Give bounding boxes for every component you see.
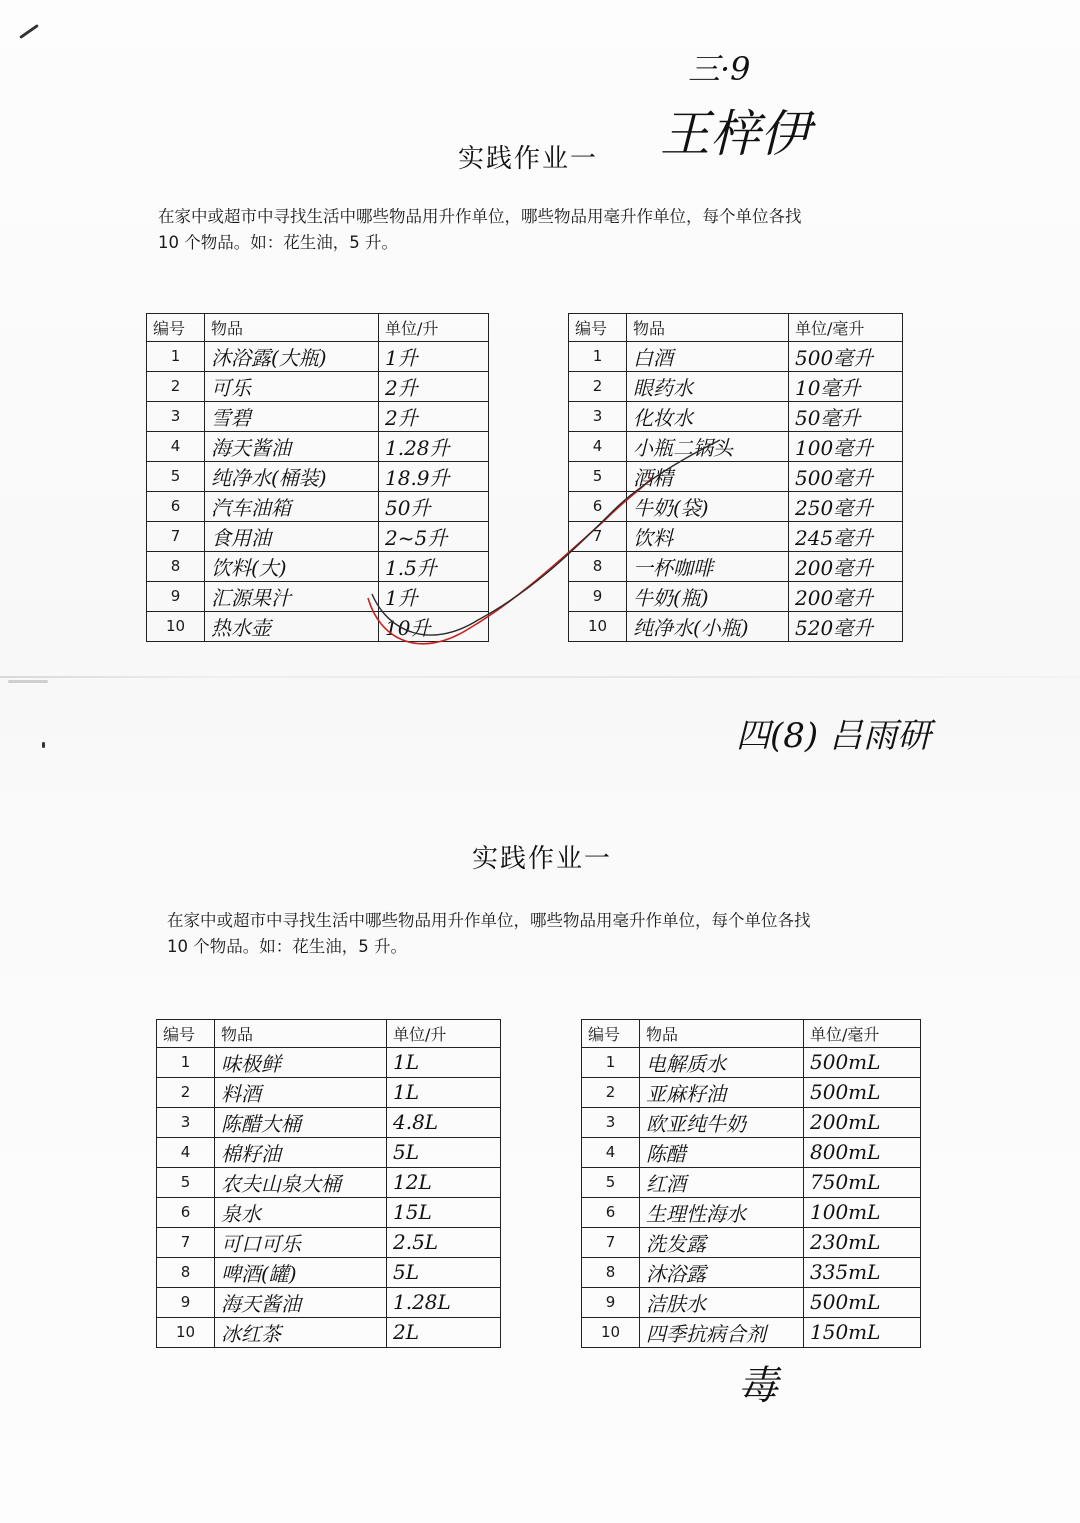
table-row [157, 1197, 501, 1227]
table-row [582, 1107, 921, 1137]
item-name: 红酒 [640, 1167, 804, 1197]
row-number: 1 [569, 341, 627, 371]
table-row [582, 1197, 921, 1227]
item-name: 沐浴露 [640, 1257, 804, 1287]
row-number: 5 [157, 1167, 215, 1197]
col-header-unit: 单位/毫升 [804, 1020, 921, 1048]
item-volume: 520毫升 [789, 611, 903, 641]
col-header-unit: 单位/升 [387, 1020, 501, 1048]
student-name: 王梓伊 [660, 105, 810, 163]
table-row [582, 1137, 921, 1167]
row-number: 10 [157, 1317, 215, 1347]
item-name: 洗发露 [640, 1227, 804, 1257]
item-volume: 230mL [804, 1227, 921, 1257]
item-name: 海天酱油 [215, 1287, 387, 1317]
item-name: 可乐 [205, 371, 379, 401]
row-number: 9 [157, 1287, 215, 1317]
item-name: 雪碧 [205, 401, 379, 431]
item-volume: 50升 [379, 491, 489, 521]
item-volume: 5L [387, 1137, 501, 1167]
row-number: 1 [582, 1047, 640, 1077]
row-number: 6 [582, 1197, 640, 1227]
item-name: 生理性海水 [640, 1197, 804, 1227]
item-name: 啤酒(罐) [215, 1257, 387, 1287]
item-name: 农夫山泉大桶 [215, 1167, 387, 1197]
item-volume: 10升 [379, 611, 489, 641]
row-number: 6 [147, 491, 205, 521]
item-name: 洁肤水 [640, 1287, 804, 1317]
item-name: 汇源果汁 [205, 581, 379, 611]
item-volume: 200毫升 [789, 581, 903, 611]
item-name: 一杯咖啡 [627, 551, 789, 581]
item-volume: 1.28L [387, 1287, 501, 1317]
item-name: 味极鲜 [215, 1047, 387, 1077]
row-number: 4 [147, 431, 205, 461]
item-volume: 250毫升 [789, 491, 903, 521]
table-header-row [157, 1020, 501, 1048]
table-row [582, 1227, 921, 1257]
item-name: 亚麻籽油 [640, 1077, 804, 1107]
table-row [582, 1257, 921, 1287]
item-name: 沐浴露(大瓶) [205, 341, 379, 371]
item-volume: 15L [387, 1197, 501, 1227]
table-header-row [582, 1020, 921, 1048]
row-number: 2 [569, 371, 627, 401]
item-volume: 1.28升 [379, 431, 489, 461]
table-row [582, 1287, 921, 1317]
row-number: 7 [569, 521, 627, 551]
item-volume: 335mL [804, 1257, 921, 1287]
row-number: 5 [147, 461, 205, 491]
row-number: 10 [147, 611, 205, 641]
item-name: 眼药水 [627, 371, 789, 401]
row-number: 9 [582, 1287, 640, 1317]
item-volume: 1升 [379, 581, 489, 611]
item-name: 酒精 [627, 461, 789, 491]
item-name: 牛奶(袋) [627, 491, 789, 521]
item-volume: 1L [387, 1047, 501, 1077]
row-number: 6 [569, 491, 627, 521]
table-row [157, 1257, 501, 1287]
item-volume: 4.8L [387, 1107, 501, 1137]
row-number: 2 [157, 1077, 215, 1107]
item-volume: 800mL [804, 1137, 921, 1167]
item-volume: 2升 [379, 401, 489, 431]
row-number: 4 [157, 1137, 215, 1167]
row-number: 5 [569, 461, 627, 491]
page-title: 实践作业一 [458, 144, 599, 174]
item-volume: 2升 [379, 371, 489, 401]
item-name: 小瓶二锅头 [627, 431, 789, 461]
item-name: 白酒 [627, 341, 789, 371]
table-row [582, 1317, 921, 1347]
instruction-line: 在家中或超市中寻找生活中哪些物品用升作单位，哪些物品用毫升作单位，每个单位各找 [167, 911, 811, 930]
item-volume: 1L [387, 1077, 501, 1107]
instruction-line: 在家中或超市中寻找生活中哪些物品用升作单位，哪些物品用毫升作单位，每个单位各找 [158, 207, 802, 226]
item-name: 化妆水 [627, 401, 789, 431]
row-number: 4 [569, 431, 627, 461]
item-volume: 200mL [804, 1107, 921, 1137]
item-name: 饮料(大) [205, 551, 379, 581]
margin-note: 毒 [738, 1363, 778, 1409]
item-volume: 2L [387, 1317, 501, 1347]
item-name: 电解质水 [640, 1047, 804, 1077]
row-number: 3 [569, 401, 627, 431]
col-header-item: 物品 [215, 1020, 387, 1048]
row-number: 3 [147, 401, 205, 431]
table-row [157, 1137, 501, 1167]
col-header-item: 物品 [627, 314, 789, 342]
table-row [582, 1077, 921, 1107]
col-header-item: 物品 [205, 314, 379, 342]
item-name: 纯净水(桶装) [205, 461, 379, 491]
row-number: 4 [582, 1137, 640, 1167]
milliliter-table [581, 1019, 921, 1348]
item-name: 陈醋 [640, 1137, 804, 1167]
row-number: 6 [157, 1197, 215, 1227]
item-volume: 500mL [804, 1287, 921, 1317]
item-volume: 245毫升 [789, 521, 903, 551]
item-name: 牛奶(瓶) [627, 581, 789, 611]
black-pen-stroke [372, 440, 720, 635]
instruction-line: 10 个物品。如：花生油，5 升。 [158, 233, 398, 252]
table-row [582, 1167, 921, 1197]
item-name: 热水壶 [205, 611, 379, 641]
class-mark: 三·9 [688, 50, 751, 88]
item-volume: 1升 [379, 341, 489, 371]
liter-table [156, 1019, 501, 1348]
item-name: 汽车油箱 [205, 491, 379, 521]
row-number: 10 [582, 1317, 640, 1347]
item-volume: 1.5升 [379, 551, 489, 581]
item-volume: 50毫升 [789, 401, 903, 431]
table-row [157, 1317, 501, 1347]
table-row [157, 1077, 501, 1107]
col-header-item: 物品 [640, 1020, 804, 1048]
row-number: 9 [569, 581, 627, 611]
table-row [157, 1227, 501, 1257]
item-volume: 12L [387, 1167, 501, 1197]
page-title: 实践作业一 [472, 844, 613, 874]
row-number: 7 [582, 1227, 640, 1257]
row-number: 9 [147, 581, 205, 611]
row-number: 2 [582, 1077, 640, 1107]
row-number: 7 [147, 521, 205, 551]
item-name: 食用油 [205, 521, 379, 551]
item-volume: 100mL [804, 1197, 921, 1227]
row-number: 3 [582, 1107, 640, 1137]
instructions [167, 908, 927, 960]
item-volume: 100毫升 [789, 431, 903, 461]
item-volume: 500毫升 [789, 461, 903, 491]
table-row [582, 1047, 921, 1077]
row-number: 7 [157, 1227, 215, 1257]
instruction-line: 10 个物品。如：花生油，5 升。 [167, 937, 407, 956]
item-volume: 5L [387, 1257, 501, 1287]
row-number: 3 [157, 1107, 215, 1137]
item-name: 饮料 [627, 521, 789, 551]
item-name: 海天酱油 [205, 431, 379, 461]
item-name: 欧亚纯牛奶 [640, 1107, 804, 1137]
item-volume: 500mL [804, 1077, 921, 1107]
item-volume: 10毫升 [789, 371, 903, 401]
item-volume: 750mL [804, 1167, 921, 1197]
row-number: 2 [147, 371, 205, 401]
item-name: 纯净水(小瓶) [627, 611, 789, 641]
item-name: 料酒 [215, 1077, 387, 1107]
item-volume: 18.9升 [379, 461, 489, 491]
red-pen-stroke [368, 478, 652, 644]
row-number: 1 [147, 341, 205, 371]
item-volume: 2.5L [387, 1227, 501, 1257]
col-header-number: 编号 [147, 314, 205, 342]
table-row [157, 1047, 501, 1077]
item-name: 棉籽油 [215, 1137, 387, 1167]
col-header-unit: 单位/毫升 [789, 314, 903, 342]
table-row [157, 1167, 501, 1197]
row-number: 1 [157, 1047, 215, 1077]
row-number: 8 [582, 1257, 640, 1287]
item-name: 四季抗病合剂 [640, 1317, 804, 1347]
row-number: 8 [147, 551, 205, 581]
table-row [157, 1287, 501, 1317]
item-volume: 500mL [804, 1047, 921, 1077]
row-number: 10 [569, 611, 627, 641]
item-volume: 2~5升 [379, 521, 489, 551]
col-header-number: 编号 [157, 1020, 215, 1048]
col-header-unit: 单位/升 [379, 314, 489, 342]
row-number: 8 [157, 1257, 215, 1287]
item-name: 泉水 [215, 1197, 387, 1227]
item-volume: 200毫升 [789, 551, 903, 581]
col-header-number: 编号 [569, 314, 627, 342]
item-name: 可口可乐 [215, 1227, 387, 1257]
class-name-mark: 四(8) 吕雨研 [736, 716, 931, 756]
item-volume: 150mL [804, 1317, 921, 1347]
item-volume: 500毫升 [789, 341, 903, 371]
col-header-number: 编号 [582, 1020, 640, 1048]
item-name: 陈醋大桶 [215, 1107, 387, 1137]
table-row [157, 1107, 501, 1137]
item-name: 冰红茶 [215, 1317, 387, 1347]
row-number: 5 [582, 1167, 640, 1197]
row-number: 8 [569, 551, 627, 581]
